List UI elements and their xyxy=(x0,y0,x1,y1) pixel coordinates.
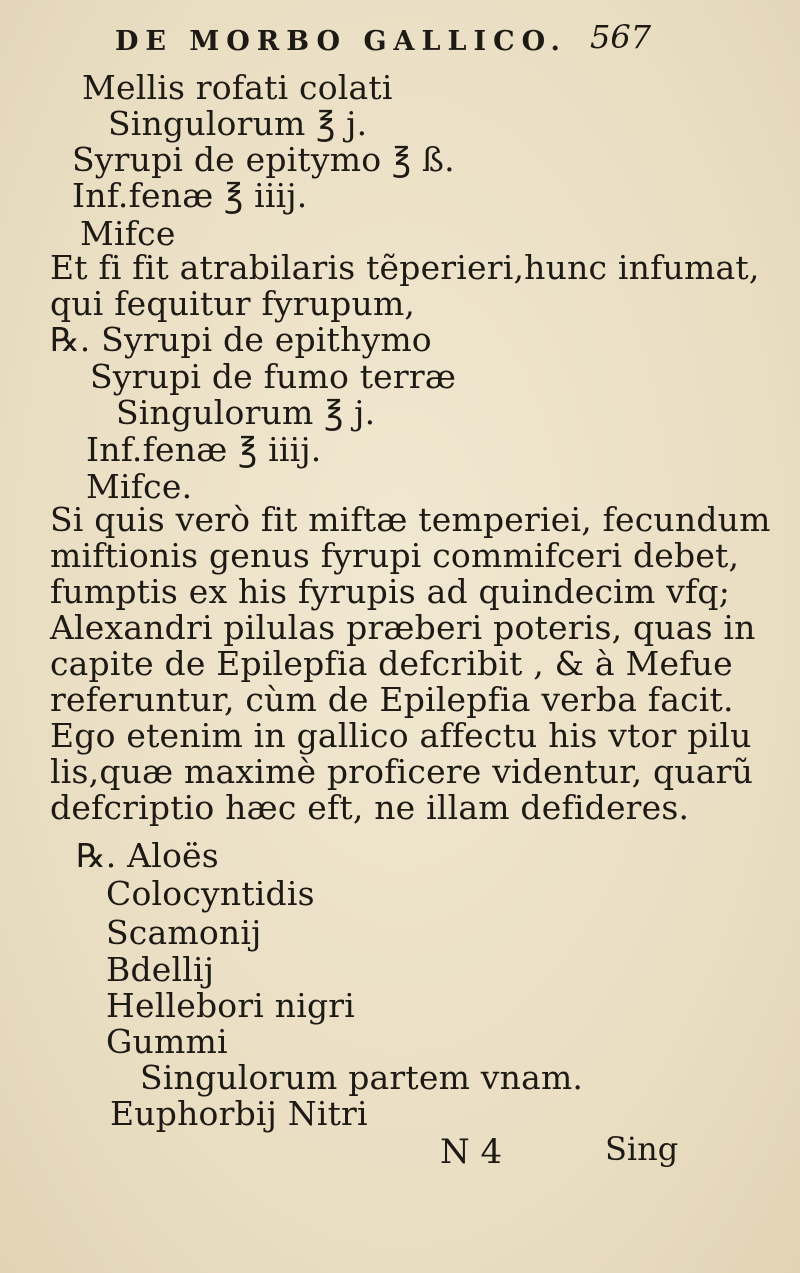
text-line: Singulorum ℥ j. xyxy=(108,104,368,143)
text-line: Syrupi de epitymo ℥ ß. xyxy=(72,140,455,179)
text-line: Colocyntidis xyxy=(106,874,315,913)
text-line: Et fi fit atrabilaris tẽperieri,hunc infumat, xyxy=(50,248,760,287)
text-line: ℞. Syrupi de epithymo xyxy=(50,320,432,359)
text-line: Euphorbij Nitri xyxy=(110,1094,368,1133)
text-line: Mellis rofati colati xyxy=(82,68,393,107)
text-line: capite de Epilepfia defcribit , & à Mefue xyxy=(50,644,733,683)
text-line: Si quis verò fit miftæ temperiei, fecundum xyxy=(50,500,771,539)
page-number: 567 xyxy=(590,18,652,56)
text-line: Syrupi de fumo terræ xyxy=(90,357,457,396)
text-line: Singulorum partem vnam. xyxy=(140,1058,584,1097)
text-line: fumptis ex his fyrupis ad quindecim vfq; xyxy=(50,572,731,611)
text-line: Inf.fenæ ℥ iiij. xyxy=(86,430,322,469)
catchword: Sing xyxy=(605,1130,679,1168)
text-line: defcriptio hæc eft, ne illam defideres. xyxy=(50,788,690,827)
text-line: Mifce. xyxy=(86,467,193,506)
text-line: Gummi xyxy=(106,1022,228,1061)
text-line: miftionis genus fyrupi commifceri debet, xyxy=(50,536,740,575)
text-line: Ego etenim in gallico affectu his vtor pilu xyxy=(50,716,752,755)
text-line: Inf.fenæ ℥ iiij. xyxy=(72,176,308,215)
text-line: lis,quæ maximè proficere videntur, quarũ xyxy=(50,752,754,791)
running-head: DE MORBO GALLICO. xyxy=(115,26,567,57)
text-line: referuntur, cùm de Epilepfia verba facit. xyxy=(50,680,734,719)
text-line: Singulorum ℥ j. xyxy=(116,393,376,432)
text-line: Alexandri pilulas præberi poteris, quas in xyxy=(50,608,756,647)
text-line: ℞. Aloës xyxy=(76,836,219,875)
signature-mark: N 4 xyxy=(440,1132,503,1172)
text-line: Scamonij xyxy=(106,913,262,952)
text-line: Mifce xyxy=(80,214,176,253)
text-line: qui fequitur fyrupum, xyxy=(50,284,416,323)
text-line: Bdellij xyxy=(106,950,215,989)
text-line: Hellebori nigri xyxy=(106,986,356,1025)
